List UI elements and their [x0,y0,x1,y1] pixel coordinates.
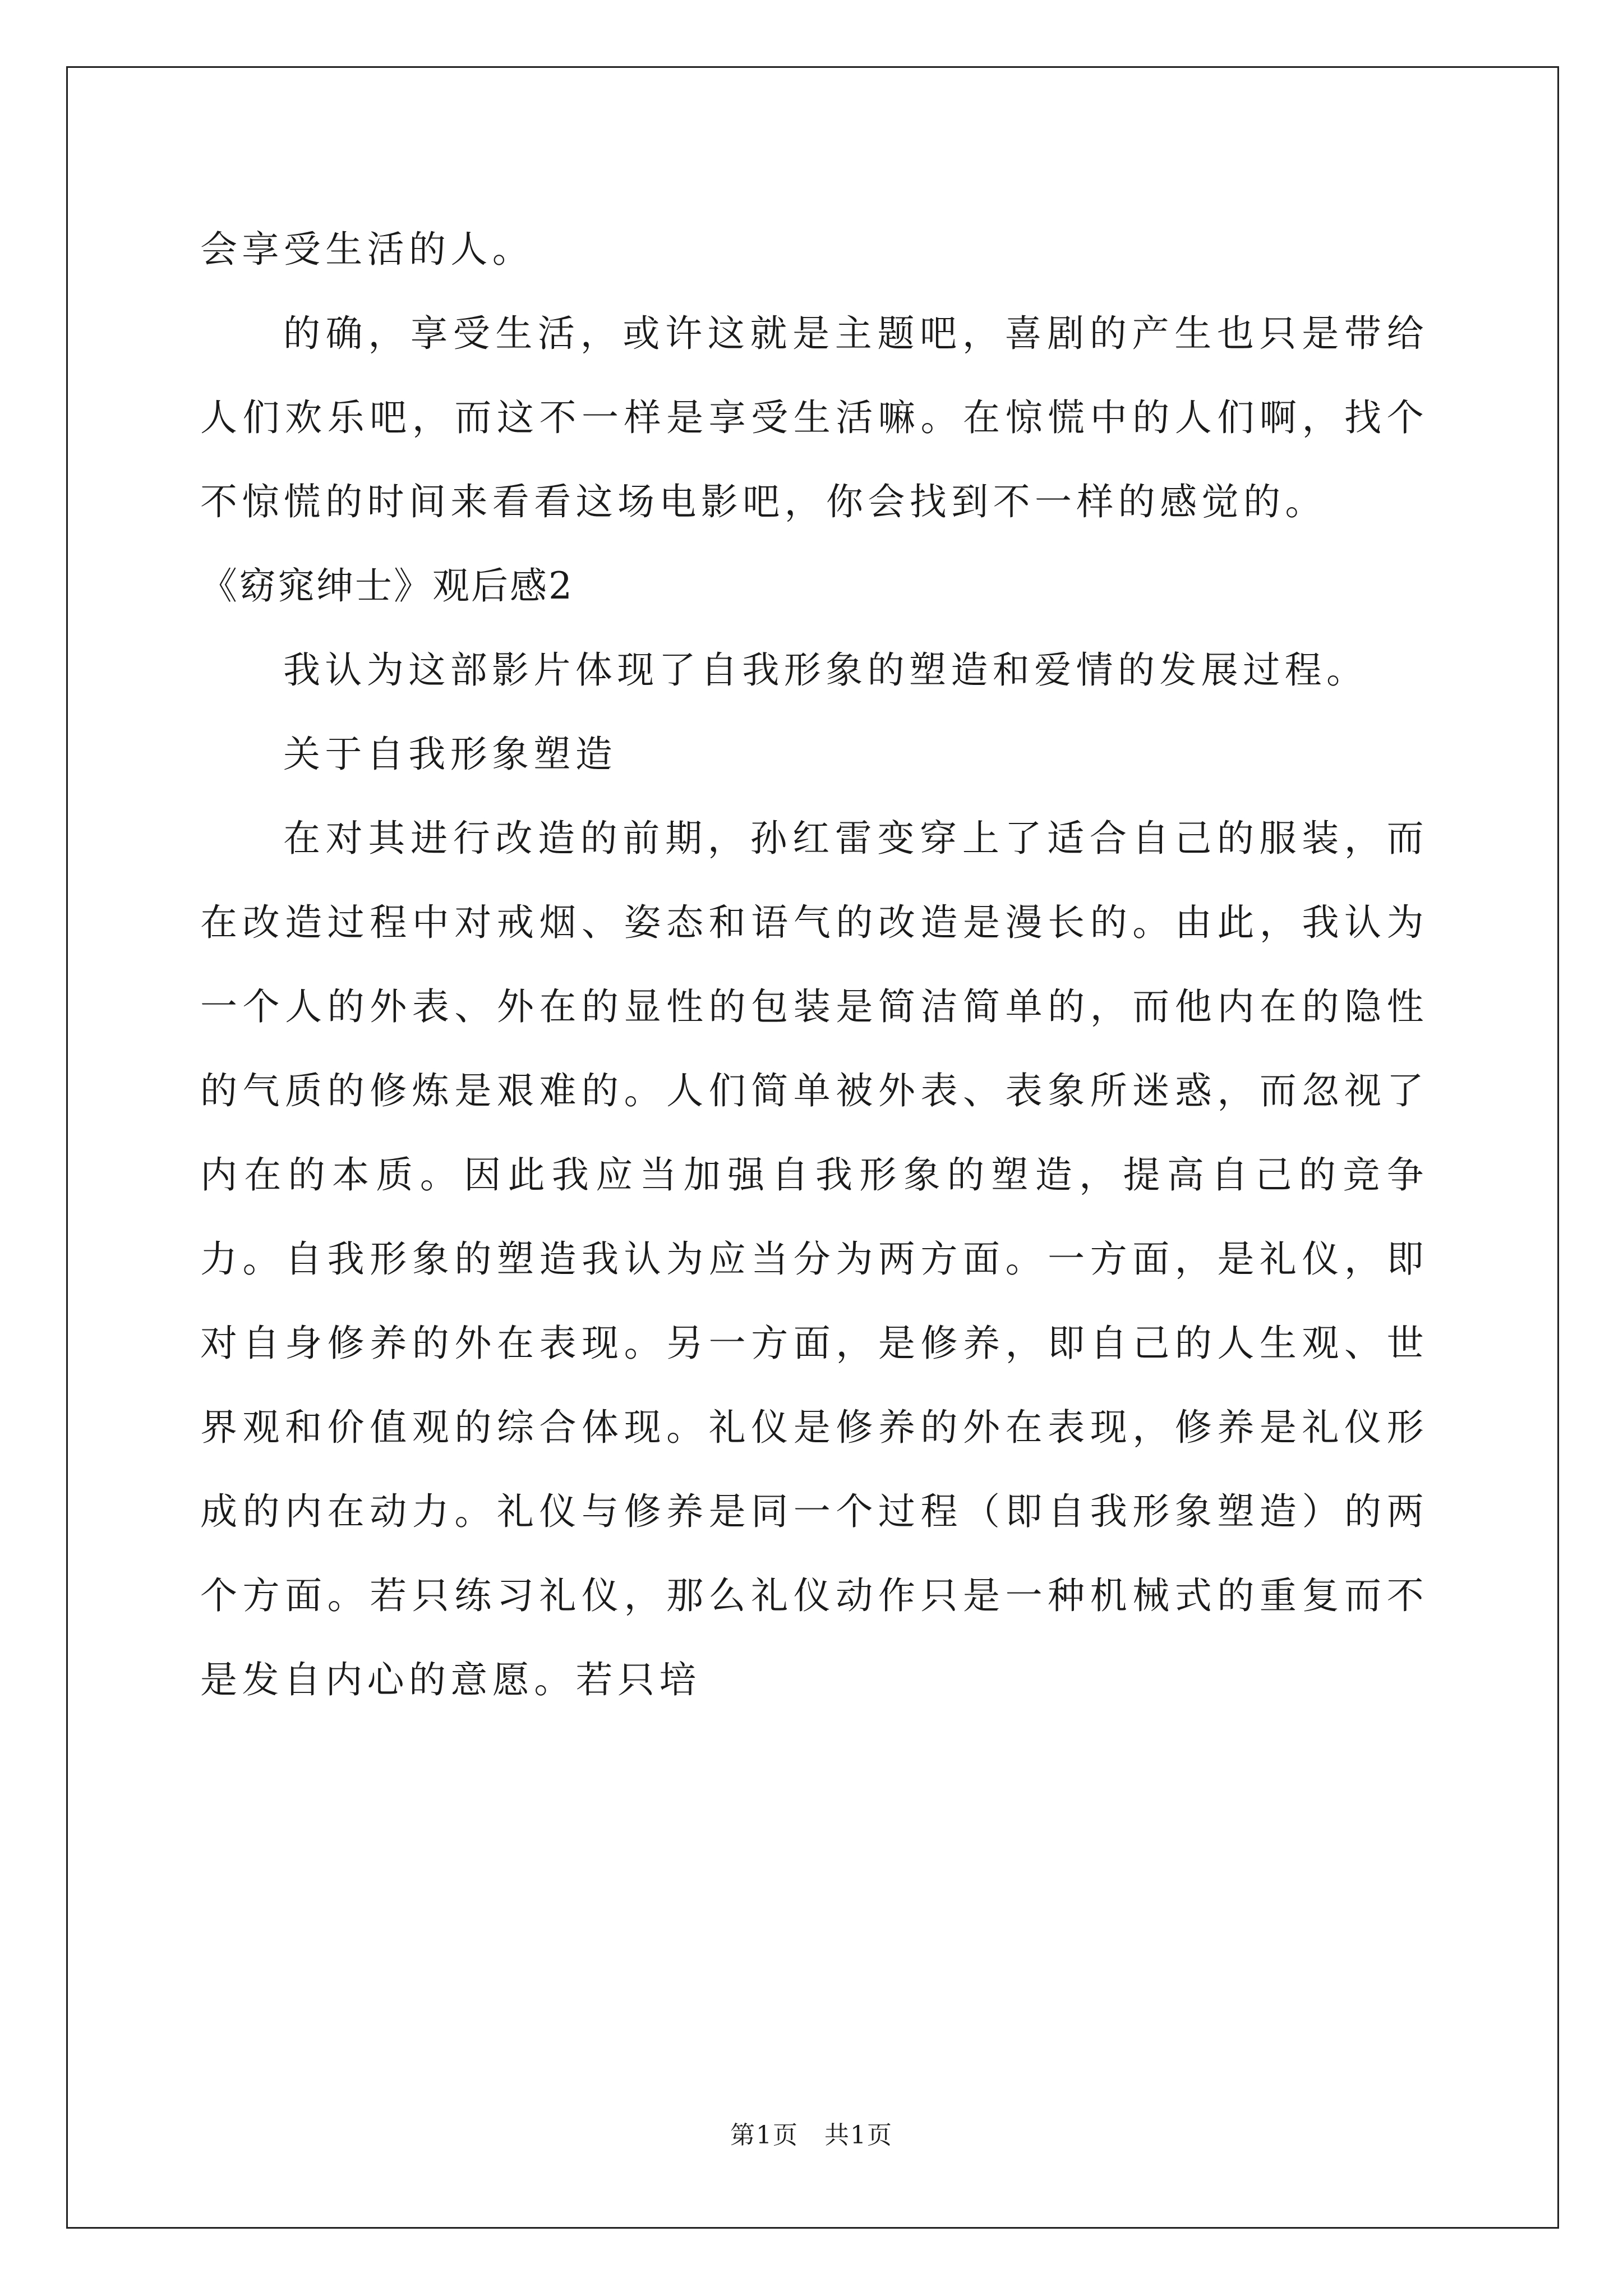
paragraph-1: 会享受生活的人。 [200,228,534,271]
section-heading: 《窈窕绅士》观后感2 [200,564,574,608]
document-body [200,208,1428,1722]
paragraph-2: 的确，享受生活，或许这就是主题吧，喜剧的产生也只是带给人们欢乐吧，而这不一样是享受生活嘛。在惊慌中的人们啊，找个不惊慌的时间来看看这场电影吧，你会找到不一样的感觉的。 [200,312,1428,523]
subheading-self-image: 关于自我形象塑造 [283,733,617,776]
page-footer: 第1页 共1页 [730,2121,893,2150]
paragraph-3: 我认为这部影片体现了自我形象的塑造和爱情的发展过程。 [283,648,1368,692]
paragraph-4: 在对其进行改造的前期，孙红雷变穿上了适合自己的服装，而在改造过程中对戒烟、姿态和语气的改造是漫长的。由此，我认为一个人的外表、外在的显性的包装是简洁简单的，而他内在的隐性的气质的修炼是艰难的。人们简单被外表、表象所迷惑，而忽视了内在的本质。因此我应当加强自我形象的塑造，提高自己的竞争力。自我形象的塑造我认为应当分为两方面。一方面，是礼仪，即对自身修养的外在表现。另一方面，是修养，即自己的人生观、世界观和价值观的综合体现。礼仪是修养的外在表现，修养是礼仪形成的内在动力。礼仪与修养是同一个过程（即自我形象塑造）的两个方面。若只练习礼仪，那么礼仪动作只是一种机械式的重复而不是发自内心的意愿。若只培 [200,817,1428,1701]
